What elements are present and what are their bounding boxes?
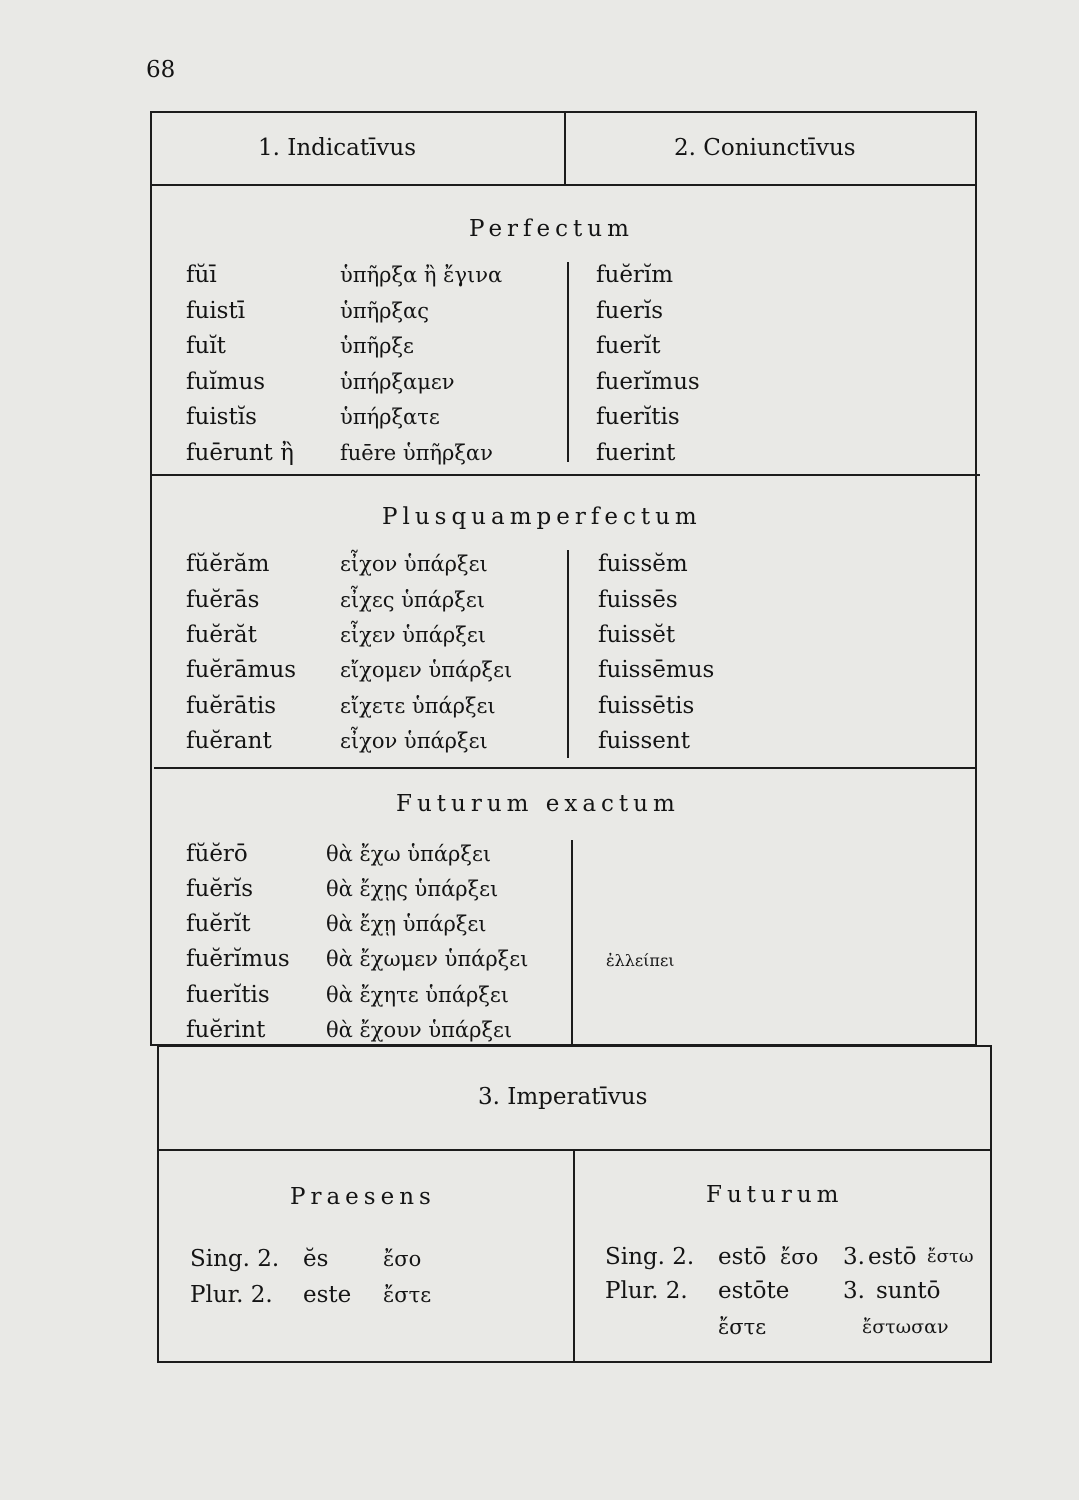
- fut-ex-subj-note: ἐλλείπει: [606, 951, 675, 970]
- futurum-sing3-latin: estō: [868, 1244, 917, 1270]
- fut-ex-greek-5: θὰ ἔχητε ὑπάρξει: [326, 983, 510, 1007]
- plusquam-subj-2: fuissēs: [598, 587, 678, 613]
- plusquam-greek-4: εἴχομεν ὑπάρξει: [340, 658, 513, 682]
- plusquam-subj-1: fuissĕm: [598, 551, 688, 577]
- perfectum-latin-4: fuĭmus: [186, 369, 266, 395]
- fut-ex-latin-4: fuĕrĭmus: [186, 946, 290, 972]
- futurum-sing-greek: ἔσο: [780, 1245, 819, 1269]
- futurum-sing3-label: 3.: [843, 1244, 865, 1270]
- fut-ex-greek-2: θὰ ἔχῃς ὑπάρξει: [326, 877, 499, 901]
- fut-ex-latin-6: fuĕrint: [186, 1017, 266, 1043]
- futurum-plur3-latin: suntō: [876, 1278, 941, 1304]
- futurum-plur-greek: ἔστε: [718, 1315, 767, 1339]
- imperativus-column-divider: [573, 1149, 575, 1363]
- conjugation-table: [150, 111, 977, 1046]
- praesens-plur-latin: este: [303, 1282, 352, 1308]
- perfectum-latin-3: fuĭt: [186, 333, 226, 359]
- perfectum-subj-4: fuerĭmus: [596, 369, 700, 395]
- praesens-plur-greek: ἔστε: [383, 1283, 432, 1307]
- section-title-futurum-exactum: Futurum exactum: [396, 791, 680, 817]
- plusquam-latin-4: fuĕrāmus: [186, 657, 297, 683]
- futurum-exactum-column-divider: [571, 840, 573, 1046]
- futurum-sing-label: Sing. 2.: [605, 1244, 695, 1270]
- perfectum-divider: [152, 474, 980, 476]
- futurum-plur3-greek: ἔστωσαν: [862, 1316, 949, 1338]
- futurum-sing3-greek: ἔστω: [927, 1246, 974, 1267]
- header-indicativus: 1. Indicatīvus: [258, 135, 417, 161]
- header-coniunctivus: 2. Coniunctīvus: [674, 135, 856, 161]
- section-title-perfectum: Perfectum: [469, 216, 634, 242]
- plusquam-subj-6: fuissent: [598, 728, 690, 754]
- futurum-plur3-label: 3.: [843, 1278, 865, 1304]
- perfectum-subj-3: fuerĭt: [596, 333, 661, 359]
- perfectum-greek-1: ὑπῆρξα ἢ ἔγινα: [340, 263, 503, 287]
- perfectum-greek-3: ὑπῆρξε: [340, 334, 414, 358]
- fut-ex-latin-5: fuerĭtis: [186, 982, 270, 1008]
- header-column-divider: [564, 111, 566, 185]
- fut-ex-latin-3: fuĕrĭt: [186, 911, 251, 937]
- plusquam-greek-5: εἴχετε ὑπάρξει: [340, 694, 496, 718]
- futurum-plur-latin: estōte: [718, 1278, 790, 1304]
- perfectum-greek-6: fuēre ὑπῆρξαν: [340, 441, 493, 465]
- plusquam-latin-6: fuĕrant: [186, 728, 272, 754]
- fut-ex-greek-1: θὰ ἔχω ὑπάρξει: [326, 842, 492, 866]
- plusquamperfectum-divider: [154, 767, 977, 769]
- perfectum-latin-5: fuistĭs: [186, 404, 257, 430]
- imperativus-praesens-title: Praesens: [290, 1184, 436, 1210]
- plusquam-greek-3: εἶχεν ὑπάρξει: [340, 623, 486, 647]
- page-number: 68: [146, 57, 176, 83]
- perfectum-subj-2: fuerĭs: [596, 298, 664, 324]
- section-title-plusquamperfectum: Plusquamperfectum: [382, 504, 702, 530]
- plusquam-subj-5: fuissētis: [598, 693, 695, 719]
- plusquam-subj-4: fuissēmus: [598, 657, 715, 683]
- plusquam-greek-2: εἶχες ὑπάρξει: [340, 588, 485, 612]
- plusquam-greek-1: εἶχον ὑπάρξει: [340, 552, 488, 576]
- plusquam-greek-6: εἶχον ὑπάρξει: [340, 729, 488, 753]
- perfectum-latin-1: fŭī: [186, 262, 217, 288]
- plusquam-latin-1: fŭĕrăm: [186, 551, 270, 577]
- futurum-plur-label: Plur. 2.: [605, 1278, 688, 1304]
- fut-ex-latin-1: fŭĕrō: [186, 841, 248, 867]
- fut-ex-greek-6: θὰ ἔχουν ὑπάρξει: [326, 1018, 513, 1042]
- praesens-sing-label: Sing. 2.: [190, 1246, 280, 1272]
- praesens-sing-latin: ĕs: [303, 1246, 329, 1272]
- fut-ex-greek-4: θὰ ἔχωμεν ὑπάρξει: [326, 947, 529, 971]
- section-title-imperativus: 3. Imperatīvus: [478, 1084, 648, 1110]
- perfectum-column-divider: [567, 262, 569, 462]
- plusquam-subj-3: fuissĕt: [598, 622, 676, 648]
- plusquam-latin-5: fuĕrātis: [186, 693, 277, 719]
- perfectum-subj-5: fuerĭtis: [596, 404, 680, 430]
- praesens-plur-label: Plur. 2.: [190, 1282, 273, 1308]
- perfectum-latin-6: fuērunt ἢ: [186, 440, 294, 466]
- plusquam-latin-3: fuĕrăt: [186, 622, 257, 648]
- praesens-sing-greek: ἔσο: [383, 1247, 422, 1271]
- perfectum-latin-2: fuistī: [186, 298, 246, 324]
- perfectum-greek-2: ὑπῆρξας: [340, 299, 430, 323]
- futurum-sing-latin: estō: [718, 1244, 767, 1270]
- perfectum-greek-5: ὑπήρξατε: [340, 405, 440, 429]
- perfectum-greek-4: ὑπήρξαμεν: [340, 370, 455, 394]
- plusquam-latin-2: fuĕrās: [186, 587, 260, 613]
- imperativus-futurum-title: Futurum: [706, 1182, 844, 1208]
- fut-ex-greek-3: θὰ ἔχῃ ὑπάρξει: [326, 912, 487, 936]
- fut-ex-latin-2: fuĕrĭs: [186, 876, 254, 902]
- perfectum-subj-6: fuerint: [596, 440, 676, 466]
- perfectum-subj-1: fuĕrĭm: [596, 262, 674, 288]
- plusquamperfectum-column-divider: [567, 550, 569, 758]
